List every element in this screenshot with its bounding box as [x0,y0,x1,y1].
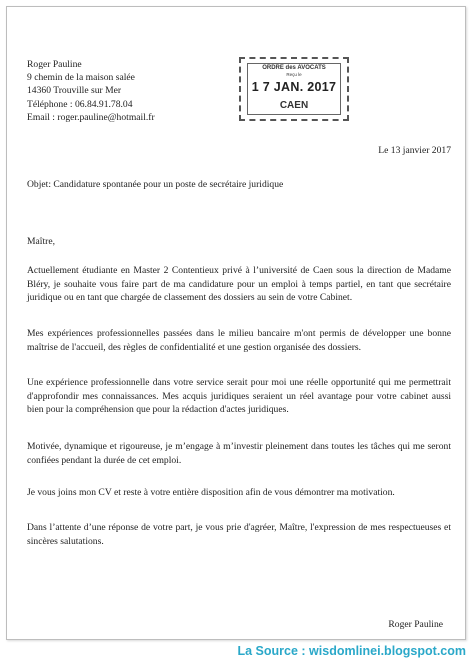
sender-phone: Téléphone : 06.84.91.78.04 [27,98,133,110]
sender-city: 14360 Trouville sur Mer [27,85,122,97]
stamp-date: 1 7 JAN. 2017 [251,80,337,94]
stamp-city: CAEN [279,100,309,111]
sender-street: 9 chemin de la maison salée [27,72,135,84]
letter-salutation: Maître, [27,236,55,247]
sender-email: Email : roger.pauline@hotmail.fr [27,111,155,123]
paragraph-motivation: Motivée, dynamique et rigoureuse, je m’engage à m’investir pleinement dans toutes les tâches qui me seront confiées pendant la durée de cet emploi. [27,441,451,466]
paragraph-introduction: Actuellement étudiante en Master 2 Contentieux privé à l’université de Caen sous la direction de Madame Bléry, je souhaite vous faire part de ma candidature pour un emploi à temps partiel, en tant que secrétaire juridique ou en tant que chargée de classement des dossiers au sein de votre Cabinet. [27,265,451,304]
stamp-header: ORDRE des AVOCATS [262,65,326,71]
paragraph-experience: Mes expériences professionnelles passées dans le milieu bancaire m'ont permis de développer une bonne maîtrise de l'accueil, des règles de confidentialité et une gestion organisée des dossiers. [27,328,451,353]
letter-page [6,6,466,640]
received-stamp [239,57,349,121]
letter-object: Objet: Candidature spontanée pour un poste de secrétaire juridique [27,179,284,190]
sender-address-block [27,58,155,124]
paragraph-cv: Je vous joins mon CV et reste à votre entière disposition afin de vous démontrer ma motivation. [27,487,395,498]
stamp-frame [247,63,341,115]
letter-date: Le 13 janvier 2017 [378,145,451,156]
source-watermark: La Source : wisdomlinei.blogspot.com [237,644,466,658]
paragraph-opportunity: Une expérience professionnelle dans votre service serait pour moi une réelle opportunité qui me permettrait d'approfondir mes connaissances. Mes acquis juridiques seraient un réel avantage pour votre cabinet aussi bien pour la compréhension que pour la rédaction d'actes juridiques. [27,377,451,416]
signature-name: Roger Pauline [388,619,443,630]
stamp-subheader: Reçu le [286,72,302,77]
sender-name: Roger Pauline [27,59,82,70]
paragraph-closing: Dans l’attente d’une réponse de votre part, je vous prie d'agréer, Maître, l'expression de mes respectueuses et sincères salutations. [27,522,451,547]
